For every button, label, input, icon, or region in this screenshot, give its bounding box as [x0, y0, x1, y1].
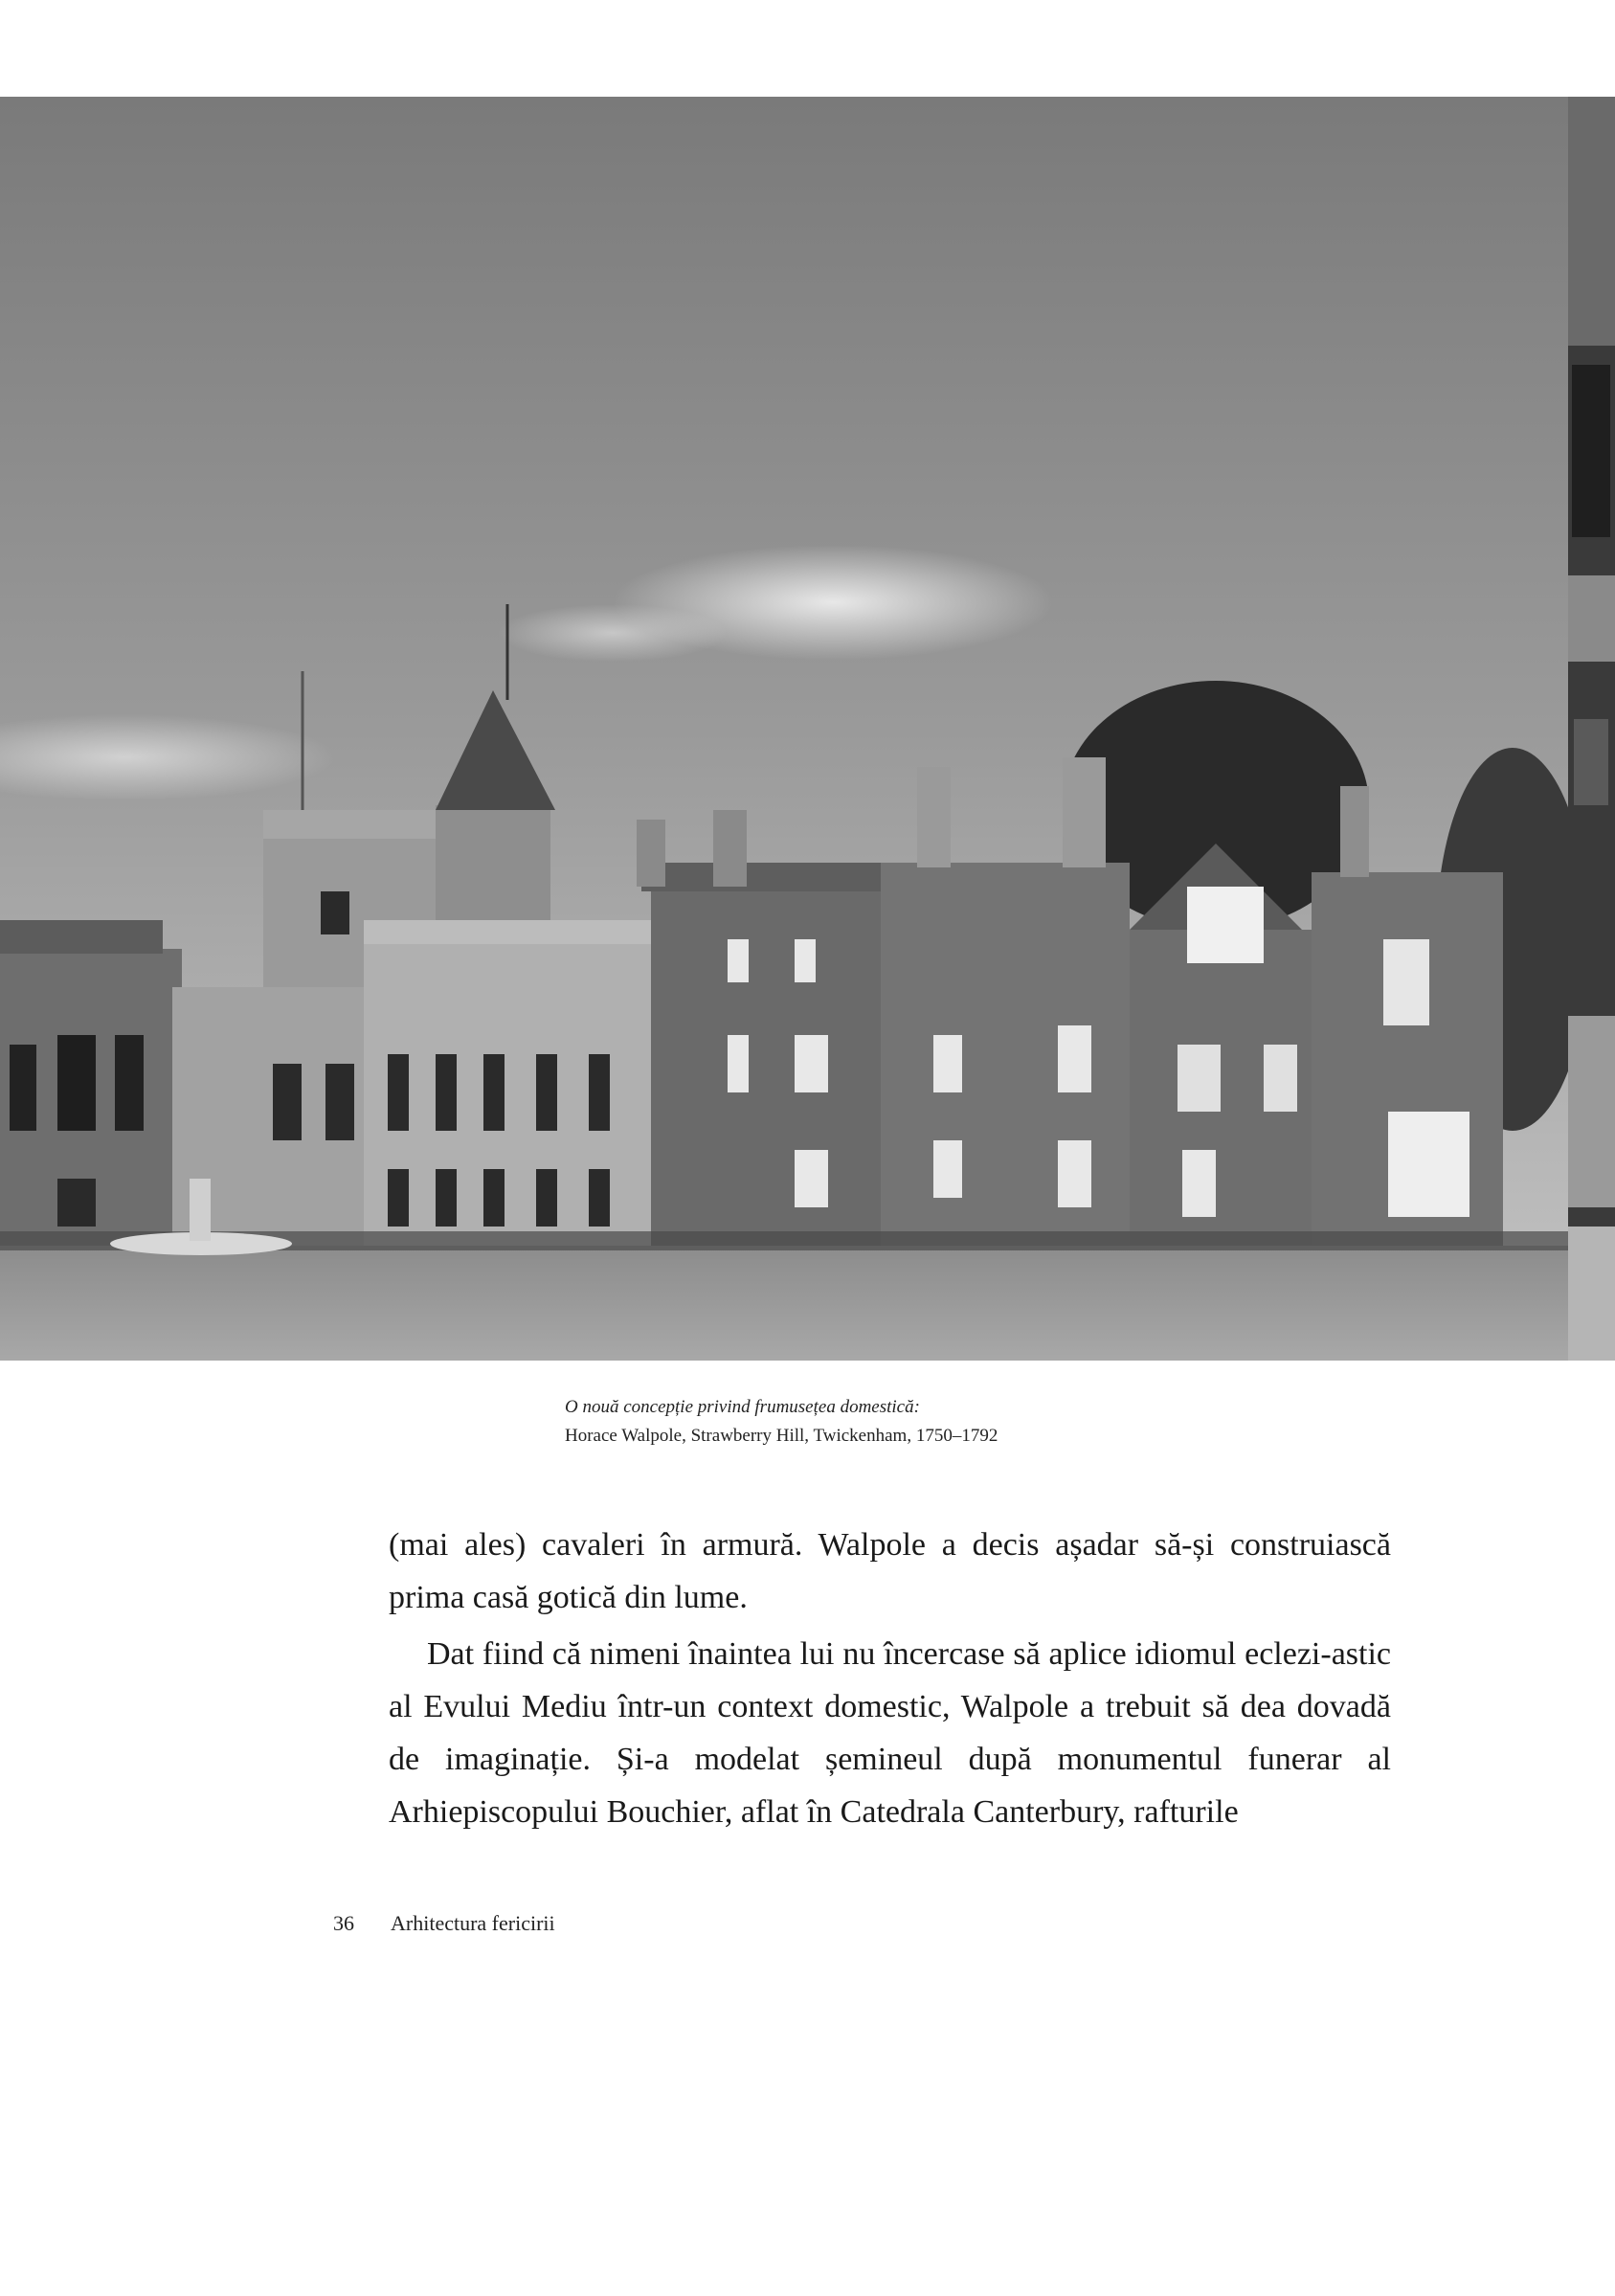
adjacent-page-photo-edge: [1568, 97, 1615, 1361]
body-text: [389, 1519, 1391, 1838]
main-photograph: [0, 97, 1568, 1361]
paragraph: Dat fiind că nimeni înaintea lui nu încercase să aplice idiomul eclezi-astic al Evului Mediu într-un context domestic, Walpole a trebuit să dea dovadă de imaginație. Și-a modelat șemineul după monumentul funerar al Arhiepiscopului Bouchier, aflat în Catedrala Canterbury, rafturile: [389, 1636, 1391, 1830]
page-footer: [333, 1911, 555, 1936]
running-title: Arhitectura fericirii: [391, 1911, 555, 1935]
photo-caption: [565, 1393, 1426, 1451]
lawn: [0, 1246, 1568, 1361]
cloud: [498, 604, 728, 662]
caption-title: O nouă concepție privind frumusețea domestică:: [565, 1397, 920, 1417]
paragraph: (mai ales) cavaleri în armură. Walpole a decis așadar să-și construiască prima casă gotică din lume.: [389, 1527, 1391, 1615]
left-wing: [0, 920, 182, 1255]
caption-credit: Horace Walpole, Strawberry Hill, Twickenham, 1750–1792: [565, 1426, 998, 1446]
page-number: 36: [333, 1911, 354, 1935]
